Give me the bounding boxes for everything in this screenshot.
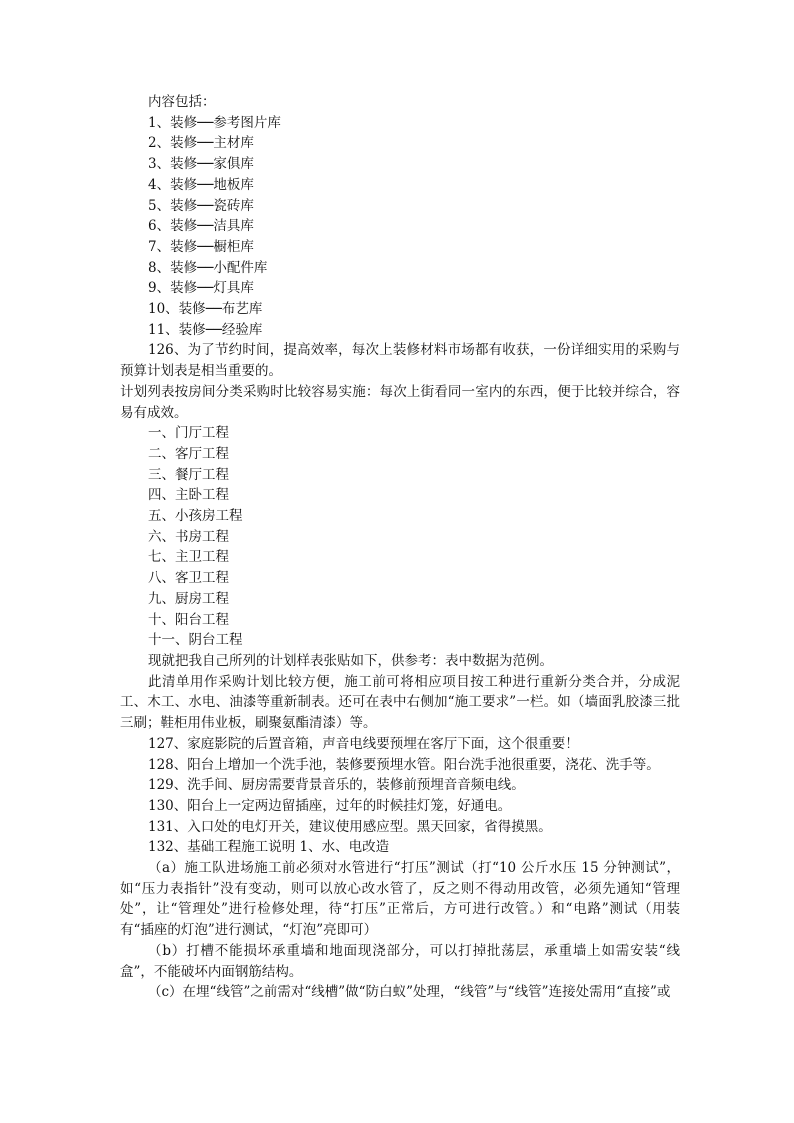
room-item: 三、餐厅工程: [148, 466, 229, 483]
paragraph-b: （b）打槽不能损坏承重墙和地面现浇部分，可以打掉批荡层，承重墙上如需安装“线盒”，不能破坏内面钢筋结构。: [120, 942, 680, 980]
room-item: 十一、阴台工程: [148, 632, 243, 649]
catalog-item: 9、装修──灯具库: [148, 280, 254, 297]
catalog-item: 11、装修──经验库: [148, 321, 263, 338]
room-item: 六、书房工程: [148, 528, 229, 545]
room-item: 四、主卧工程: [148, 487, 229, 504]
paragraph-127: 127、家庭影院的后置音箱，声音电线要预埋在客厅下面，这个很重要！: [148, 735, 579, 752]
catalog-item: 8、装修──小配件库: [148, 259, 268, 276]
catalog-list: [120, 113, 680, 341]
room-item: 七、主卫工程: [148, 549, 229, 566]
catalog-item: 6、装修──洁具库: [148, 218, 254, 235]
paragraph-a: （a）施工队进场施工前必须对水管进行“打压”测试（打“10 公斤水压 15 分钟测试”，如“压力表指针”没有变动，则可以放心改水管了，反之则不得动用改管，必须先通知“管理处”，让“管理处”进行检修处理，待“打压”正常后，方可进行改管。）和“电路”测试（用装有“插座的灯泡”进行测试，“灯泡”亮即可）: [120, 860, 680, 939]
catalog-item: 5、装修──瓷砖库: [148, 197, 254, 214]
intro-line: 内容包括：: [148, 94, 216, 110]
room-item: 五、小孩房工程: [148, 508, 243, 525]
room-item: 二、客厅工程: [148, 445, 229, 462]
room-item: 十、阳台工程: [148, 611, 229, 628]
document-page: [120, 92, 680, 1003]
paragraph-c: （c）在埋“线管”之前需对“线槽”做“防白蚁”处理，“线管”与“线管”连接处需用“直接”或: [148, 984, 671, 1001]
catalog-item: 4、装修──地板库: [148, 176, 254, 193]
room-item: 九、厨房工程: [148, 590, 229, 607]
catalog-item: 3、装修──家俱库: [148, 156, 254, 173]
paragraph-132: 132、基础工程施工说明 1、水、电改造: [148, 839, 390, 856]
room-item: 一、门厅工程: [148, 425, 229, 442]
paragraph-sample: 现就把我自己所列的计划样表张贴如下，供参考：表中数据为范例。: [148, 652, 553, 669]
paragraph-128: 128、阳台上增加一个洗手池，装修要预埋水管。阳台洗手池很重要，浇花、洗手等。: [148, 756, 660, 773]
catalog-item: 7、装修──橱柜库: [148, 238, 254, 255]
paragraph-129: 129、洗手间、厨房需要背景音乐的，装修前预埋音音频电线。: [148, 777, 525, 794]
paragraph-126: 126、为了节约时间，提高效率，每次上装修材料市场都有收获，一份详细实用的采购与预算计划表是相当重要的。: [120, 342, 680, 380]
room-list: [120, 423, 680, 651]
room-item: 八、客卫工程: [148, 570, 229, 587]
paragraph-126-plan: 计划列表按房间分类采购时比较容易实施：每次上街看同一室内的东西，便于比较并综合，容易有成效。: [120, 383, 680, 421]
paragraph-130: 130、阳台上一定两边留插座，过年的时候挂灯笼，好通电。: [148, 797, 512, 814]
catalog-item: 2、装修──主材库: [148, 135, 254, 152]
paragraph-list: 此清单用作采购计划比较方便，施工前可将相应项目按工种进行重新分类合并，分成泥工、木工、水电、油漆等重新制表。还可在表中右侧加“施工要求”一栏。如（墙面乳胶漆三批三刷；鞋柜用伟业板，刷聚氨酯清漆）等。: [120, 673, 680, 732]
catalog-item: 1、装修──参考图片库: [148, 114, 281, 131]
catalog-item: 10、装修──布艺库: [148, 301, 263, 318]
paragraph-131: 131、入口处的电灯开关，建议使用感应型。黑天回家，省得摸黑。: [148, 818, 552, 835]
